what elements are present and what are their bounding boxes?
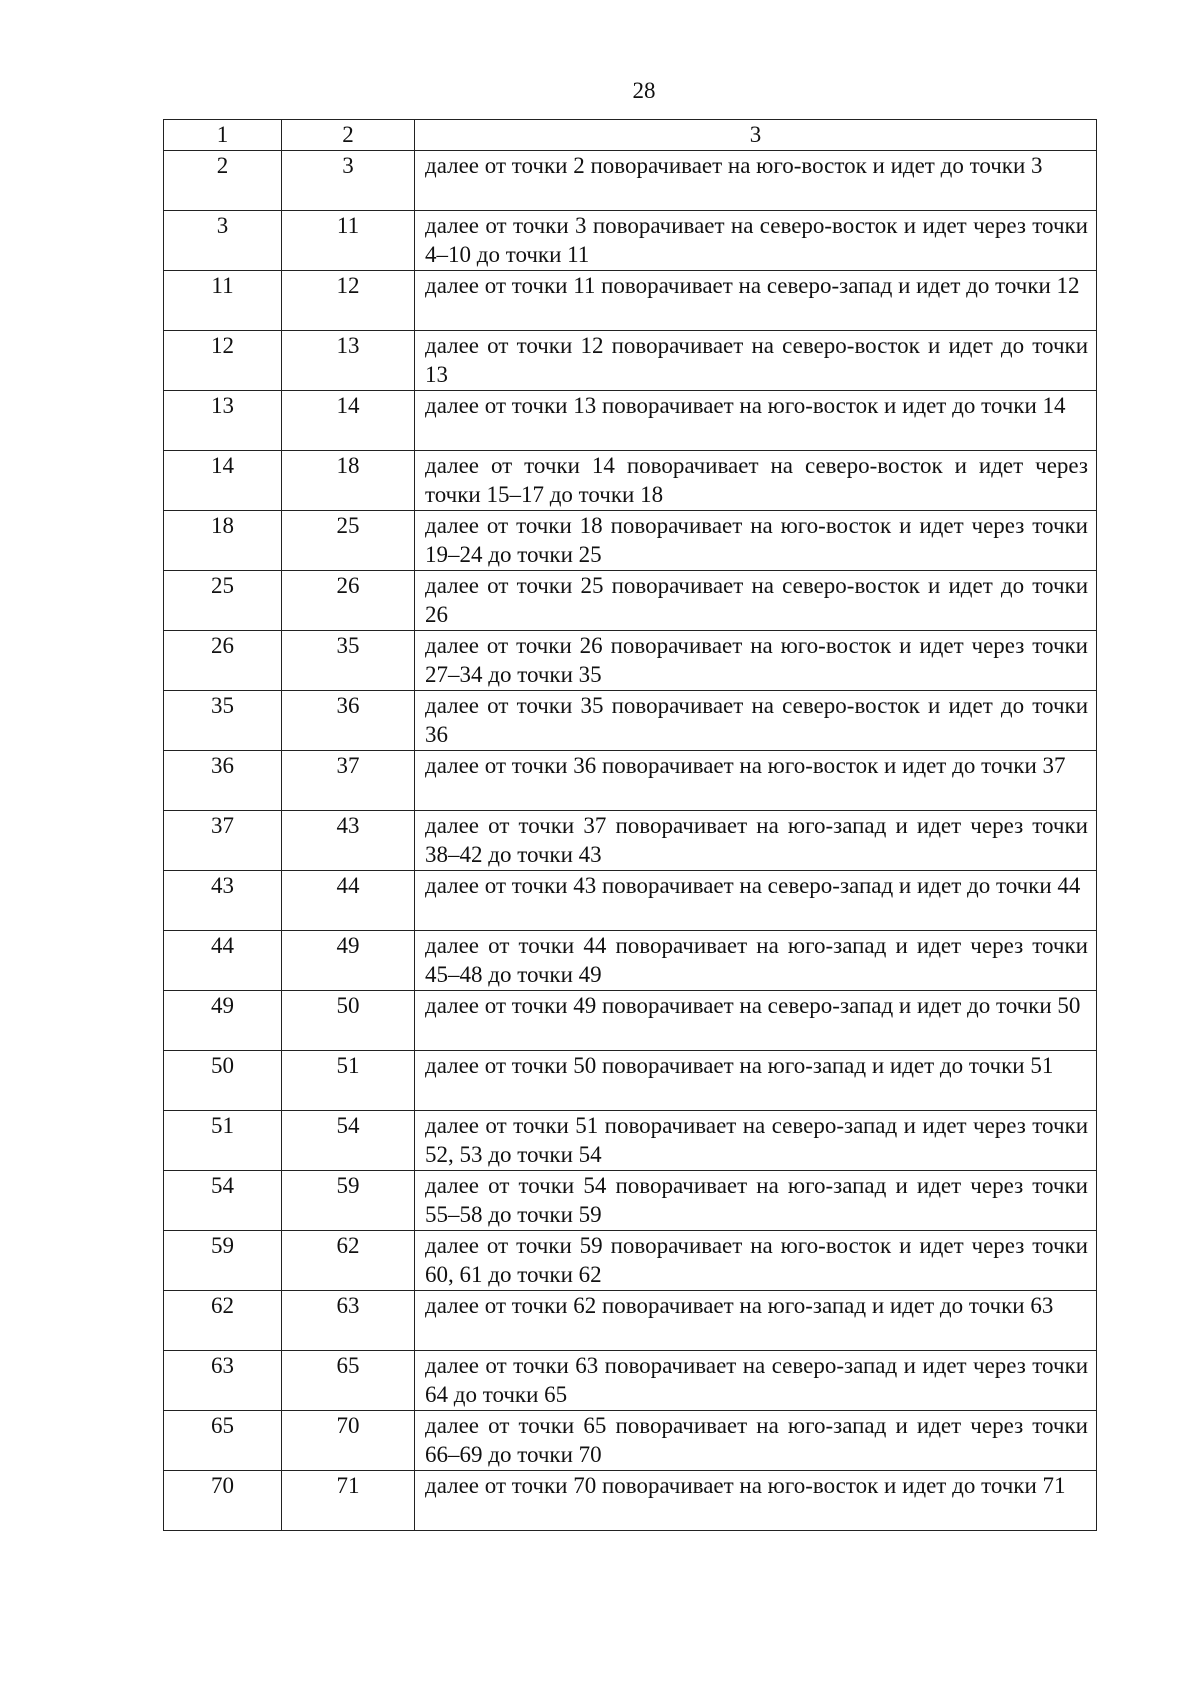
row-start-point: 35 bbox=[164, 691, 282, 751]
table-row bbox=[164, 691, 1097, 751]
table-header bbox=[164, 120, 1097, 151]
page-number: 28 bbox=[632, 78, 656, 103]
table-row bbox=[164, 1051, 1097, 1111]
table-row bbox=[164, 1471, 1097, 1531]
row-description: далее от точки 12 поворачивает на северо-восток и идет до точки 13 bbox=[415, 331, 1097, 391]
table-row bbox=[164, 511, 1097, 571]
row-start-point: 25 bbox=[164, 571, 282, 631]
row-description: далее от точки 59 поворачивает на юго-восток и идет через точки 60, 61 до точки 62 bbox=[415, 1231, 1097, 1291]
table-row bbox=[164, 151, 1097, 211]
row-start-point: 50 bbox=[164, 1051, 282, 1111]
row-start-point: 36 bbox=[164, 751, 282, 811]
row-start-point: 70 bbox=[164, 1471, 282, 1531]
row-start-point: 12 bbox=[164, 331, 282, 391]
table-row bbox=[164, 331, 1097, 391]
row-description: далее от точки 11 поворачивает на северо-запад и идет до точки 12 bbox=[415, 271, 1097, 331]
row-end-point: 51 bbox=[282, 1051, 415, 1111]
row-start-point: 14 bbox=[164, 451, 282, 511]
row-end-point: 18 bbox=[282, 451, 415, 511]
row-end-point: 50 bbox=[282, 991, 415, 1051]
row-description: далее от точки 63 поворачивает на северо-запад и идет через точки 64 до точки 65 bbox=[415, 1351, 1097, 1411]
table-row bbox=[164, 811, 1097, 871]
row-description: далее от точки 3 поворачивает на северо-восток и идет через точки 4–10 до точки 11 bbox=[415, 211, 1097, 271]
row-start-point: 13 bbox=[164, 391, 282, 451]
table-row bbox=[164, 871, 1097, 931]
row-end-point: 62 bbox=[282, 1231, 415, 1291]
row-end-point: 65 bbox=[282, 1351, 415, 1411]
row-start-point: 37 bbox=[164, 811, 282, 871]
row-start-point: 43 bbox=[164, 871, 282, 931]
table-row bbox=[164, 1111, 1097, 1171]
header-col-1: 1 bbox=[164, 120, 282, 151]
row-end-point: 12 bbox=[282, 271, 415, 331]
table-row bbox=[164, 1171, 1097, 1231]
row-start-point: 3 bbox=[164, 211, 282, 271]
row-description: далее от точки 37 поворачивает на юго-запад и идет через точки 38–42 до точки 43 bbox=[415, 811, 1097, 871]
header-col-2: 2 bbox=[282, 120, 415, 151]
row-end-point: 54 bbox=[282, 1111, 415, 1171]
row-start-point: 63 bbox=[164, 1351, 282, 1411]
row-end-point: 37 bbox=[282, 751, 415, 811]
row-end-point: 63 bbox=[282, 1291, 415, 1351]
row-description: далее от точки 49 поворачивает на северо-запад и идет до точки 50 bbox=[415, 991, 1097, 1051]
table-row bbox=[164, 1411, 1097, 1471]
row-start-point: 49 bbox=[164, 991, 282, 1051]
table-row bbox=[164, 571, 1097, 631]
row-description: далее от точки 13 поворачивает на юго-восток и идет до точки 14 bbox=[415, 391, 1097, 451]
row-description: далее от точки 54 поворачивает на юго-запад и идет через точки 55–58 до точки 59 bbox=[415, 1171, 1097, 1231]
row-end-point: 11 bbox=[282, 211, 415, 271]
row-end-point: 25 bbox=[282, 511, 415, 571]
row-start-point: 62 bbox=[164, 1291, 282, 1351]
row-start-point: 26 bbox=[164, 631, 282, 691]
row-description: далее от точки 25 поворачивает на северо-восток и идет до точки 26 bbox=[415, 571, 1097, 631]
row-start-point: 54 bbox=[164, 1171, 282, 1231]
table-row bbox=[164, 931, 1097, 991]
row-end-point: 36 bbox=[282, 691, 415, 751]
table-body bbox=[164, 151, 1097, 1531]
row-start-point: 65 bbox=[164, 1411, 282, 1471]
row-description: далее от точки 50 поворачивает на юго-запад и идет до точки 51 bbox=[415, 1051, 1097, 1111]
row-description: далее от точки 62 поворачивает на юго-запад и идет до точки 63 bbox=[415, 1291, 1097, 1351]
row-description: далее от точки 65 поворачивает на юго-запад и идет через точки 66–69 до точки 70 bbox=[415, 1411, 1097, 1471]
row-description: далее от точки 26 поворачивает на юго-восток и идет через точки 27–34 до точки 35 bbox=[415, 631, 1097, 691]
row-description: далее от точки 36 поворачивает на юго-восток и идет до точки 37 bbox=[415, 751, 1097, 811]
row-description: далее от точки 43 поворачивает на северо-запад и идет до точки 44 bbox=[415, 871, 1097, 931]
row-description: далее от точки 70 поворачивает на юго-восток и идет до точки 71 bbox=[415, 1471, 1097, 1531]
row-description: далее от точки 51 поворачивает на северо-запад и идет через точки 52, 53 до точки 54 bbox=[415, 1111, 1097, 1171]
header-row bbox=[164, 120, 1097, 151]
row-description: далее от точки 44 поворачивает на юго-запад и идет через точки 45–48 до точки 49 bbox=[415, 931, 1097, 991]
row-start-point: 59 bbox=[164, 1231, 282, 1291]
row-end-point: 49 bbox=[282, 931, 415, 991]
table-row bbox=[164, 1291, 1097, 1351]
table-row bbox=[164, 211, 1097, 271]
row-end-point: 13 bbox=[282, 331, 415, 391]
row-start-point: 11 bbox=[164, 271, 282, 331]
row-end-point: 70 bbox=[282, 1411, 415, 1471]
row-start-point: 18 bbox=[164, 511, 282, 571]
row-description: далее от точки 35 поворачивает на северо-восток и идет до точки 36 bbox=[415, 691, 1097, 751]
row-end-point: 26 bbox=[282, 571, 415, 631]
table-row bbox=[164, 751, 1097, 811]
table-row bbox=[164, 1351, 1097, 1411]
row-end-point: 14 bbox=[282, 391, 415, 451]
table-row bbox=[164, 391, 1097, 451]
table-row bbox=[164, 271, 1097, 331]
row-end-point: 35 bbox=[282, 631, 415, 691]
row-start-point: 51 bbox=[164, 1111, 282, 1171]
row-description: далее от точки 18 поворачивает на юго-восток и идет через точки 19–24 до точки 25 bbox=[415, 511, 1097, 571]
row-end-point: 3 bbox=[282, 151, 415, 211]
table-row bbox=[164, 451, 1097, 511]
row-description: далее от точки 2 поворачивает на юго-восток и идет до точки 3 bbox=[415, 151, 1097, 211]
row-end-point: 43 bbox=[282, 811, 415, 871]
row-end-point: 44 bbox=[282, 871, 415, 931]
row-start-point: 2 bbox=[164, 151, 282, 211]
header-col-3: 3 bbox=[415, 120, 1097, 151]
table-row bbox=[164, 631, 1097, 691]
row-description: далее от точки 14 поворачивает на северо-восток и идет через точки 15–17 до точки 18 bbox=[415, 451, 1097, 511]
row-end-point: 71 bbox=[282, 1471, 415, 1531]
row-end-point: 59 bbox=[282, 1171, 415, 1231]
table-row bbox=[164, 991, 1097, 1051]
row-start-point: 44 bbox=[164, 931, 282, 991]
table-row bbox=[164, 1231, 1097, 1291]
boundary-table bbox=[163, 119, 1097, 1531]
